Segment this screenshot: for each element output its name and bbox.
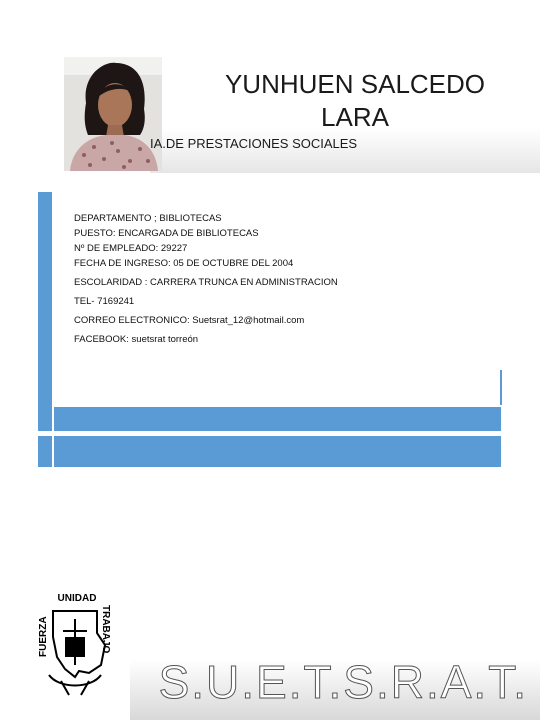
detail-departamento: DEPARTAMENTO ; BIBLIOTECAS <box>74 213 222 224</box>
person-photo-icon <box>64 57 162 171</box>
logo-left-text: FUERZA <box>38 616 49 657</box>
footer-org: S.U.E.T.S.R.A.T. <box>158 656 528 708</box>
profile-subtitle: IA.DE PRESTACIONES SOCIALES <box>150 136 358 151</box>
detail-ingreso: FECHA DE INGRESO: 05 DE OCTUBRE DEL 2004 <box>74 258 294 269</box>
accent-band-top <box>38 407 501 431</box>
detail-facebook: FACEBOOK: suetsrat torreón <box>74 334 199 345</box>
logo-right-text: TRABAJO <box>100 605 111 654</box>
profile-name <box>190 68 520 134</box>
accent-band-bottom <box>38 436 501 467</box>
detail-escolaridad: ESCOLARIDAD : CARRERA TRUNCA EN ADMINISTRACION <box>74 277 338 288</box>
detail-correo: CORREO ELECTRONICO: Suetsrat_12@hotmail.com <box>74 315 305 326</box>
name-line-2: LARA <box>321 102 389 132</box>
union-logo-icon <box>35 585 115 705</box>
employee-details <box>74 211 338 347</box>
name-line-1: YUNHUEN SALCEDO <box>224 69 486 99</box>
detail-empleado: Nº DE EMPLEADO: 29227 <box>74 243 188 254</box>
logo-top-text: UNIDAD <box>57 593 97 604</box>
profile-photo <box>64 57 162 171</box>
detail-puesto: PUESTO: ENCARGADA DE BIBLIOTECAS <box>74 228 259 239</box>
right-accent-line <box>500 370 502 405</box>
band-divider <box>52 407 54 467</box>
detail-tel: TEL- 7169241 <box>74 296 135 307</box>
